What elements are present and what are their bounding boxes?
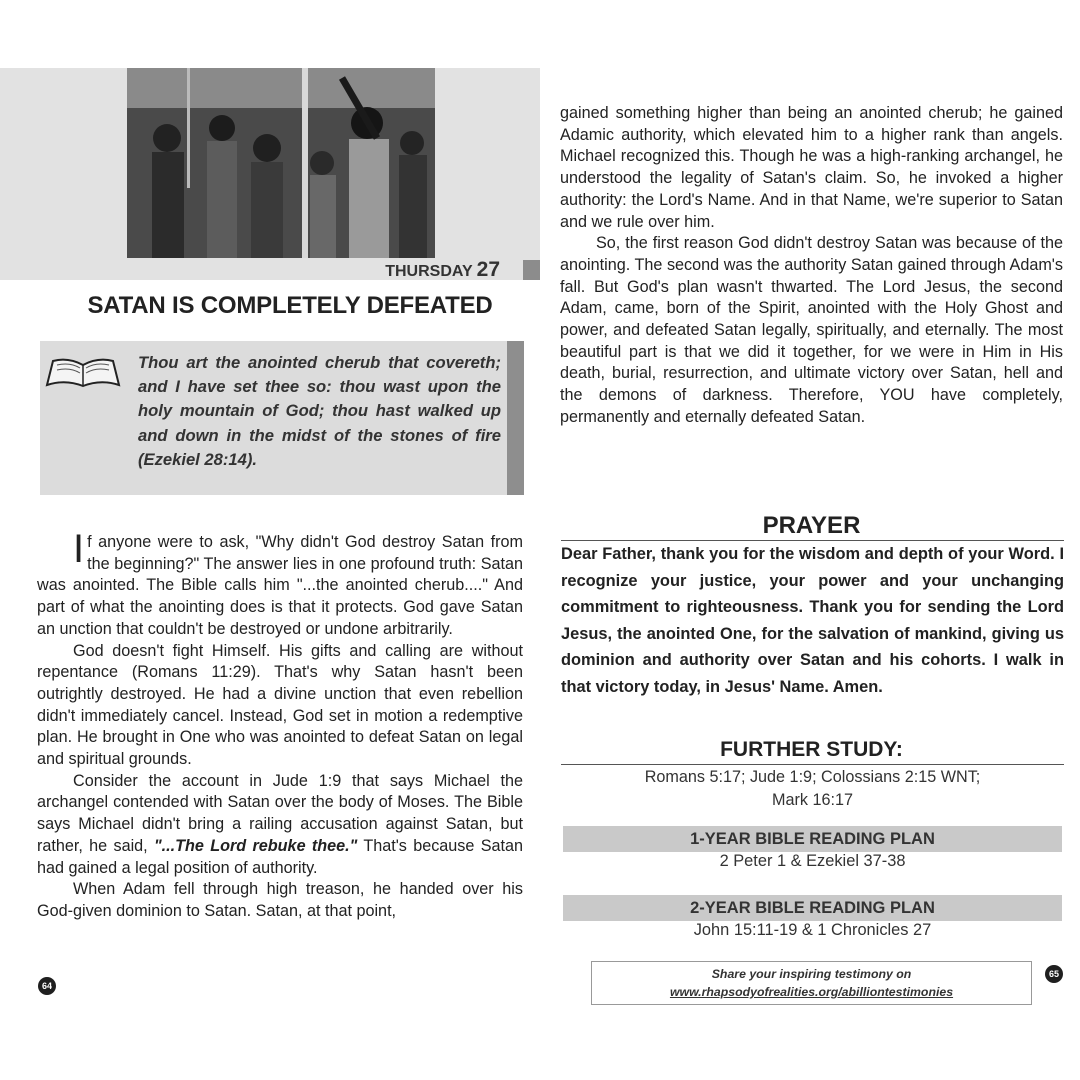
page-number-left: 64 [38, 977, 56, 995]
day-tab-marker [523, 260, 540, 280]
body-paragraph-3: Consider the account in Jude 1:9 that says Michael the archangel contended with Satan over the body of Moses. The Bible says Michael didn't bring a railing accusation against Satan, but rather, he said, "...The Lord rebuke thee." That's because Satan had gained a legal position of authority. [37, 771, 523, 877]
one-year-plan-reading: 2 Peter 1 & Ezekiel 37-38 [719, 852, 906, 870]
body-paragraph-4: When Adam fell through high treason, he handed over his God-given dominion to Satan. Satan, at that point, [37, 880, 523, 920]
page-number-right: 65 [1045, 965, 1063, 983]
two-year-plan-heading: 2-YEAR BIBLE READING PLAN [563, 895, 1062, 921]
scripture-verse: Thou art the anointed cherub that covereth; and I have set thee so: thou wast upon the holy mountain of God; thou hast walked up and down in the midst of the stones of fire (Ezekiel 28:14). [138, 353, 501, 469]
right-paragraph-2: So, the first reason God didn't destroy Satan was because of the anointing. The second was the authority Satan gained through Adam's fall. But God's plan wasn't thwarted. The Lord Jesus, the second Adam, came, born of the Spirit, anointed with the Holy Ghost and power, and defeated Satan legally, spiritually, and eternally. The most beautiful part is that we did it together, for we were in Him in His death, burial, resurrection, and ultimate victory over Satan, hell and the demons of darkness. Therefore, YOU have completely, permanently and eternally defeated Satan. [560, 234, 1063, 426]
share-testimony-box [591, 961, 1032, 1005]
further-study-heading: FURTHER STUDY: [720, 738, 903, 761]
further-study-divider [561, 764, 1064, 765]
scripture-side-bar [507, 341, 524, 495]
prayer-text: Dear Father, thank you for the wisdom and depth of your Word. I recognize your justice, your power and your unchanging commitment to righteousness. Thank you for sending the Lord Jesus, the anointed One, for the salvation of mankind, giving us dominion and authority over Satan and his cohorts. I walk in that victory today, in Jesus' Name. Amen. [561, 545, 1064, 696]
testimony-link[interactable]: www.rhapsodyofrealities.org/abilliontestimonies [669, 985, 954, 999]
day-name: THURSDAY [385, 263, 473, 280]
worship-photo [127, 68, 435, 258]
day-label [340, 258, 500, 284]
share-text: Share your inspiring testimony on [711, 967, 912, 981]
body-paragraph-2: God doesn't fight Himself. His gifts and calling are without repentance (Romans 11:29). That's why Satan hasn't been outrightly destroyed. He had a divine unction that even rebellion didn't immediately cancel. Instead, God set in motion a redemptive plan. He brought in One who was anointed to defeat Satan on legal and spiritual grounds. [37, 641, 523, 769]
body-paragraph-1: If anyone were to ask, "Why didn't God destroy Satan from the beginning?" The answer lies in one profound truth: Satan was anointed. The Bible calls him "...the anointed cherub...." And part of what the anointing does is that it protects. God gave Satan an unction that couldn't be destroyed or undone arbitrarily. [37, 527, 523, 638]
devotional-body [37, 527, 523, 977]
further-study-line-2: Mark 16:17 [772, 791, 853, 809]
scripture-quote: "...The Lord rebuke thee." [153, 836, 358, 855]
open-book-icon [43, 355, 123, 389]
one-year-plan-heading: 1-YEAR BIBLE READING PLAN [563, 826, 1062, 852]
prayer-heading: PRAYER [762, 512, 861, 539]
devotional-body-continued [560, 103, 1063, 493]
right-paragraph-1: gained something higher than being an anointed cherub; he gained Adamic authority, which elevated him to a higher rank than angels. Michael recognized this. Though he was a high-ranking archangel, he understood the legality of Satan's claim. So, he invoked a higher authority: the Lord's Name. And in that Name, we're superior to Satan and we rule over him. [560, 104, 1063, 231]
two-year-plan-reading: John 15:11-19 & 1 Chronicles 27 [693, 921, 932, 939]
devotional-title: SATAN IS COMPLETELY DEFEATED [87, 292, 493, 319]
further-study-references [561, 766, 1064, 814]
drop-cap: I [73, 527, 85, 571]
day-number: 27 [476, 258, 500, 281]
further-study-line-1: Romans 5:17; Jude 1:9; Colossians 2:15 WNT; [644, 768, 981, 786]
